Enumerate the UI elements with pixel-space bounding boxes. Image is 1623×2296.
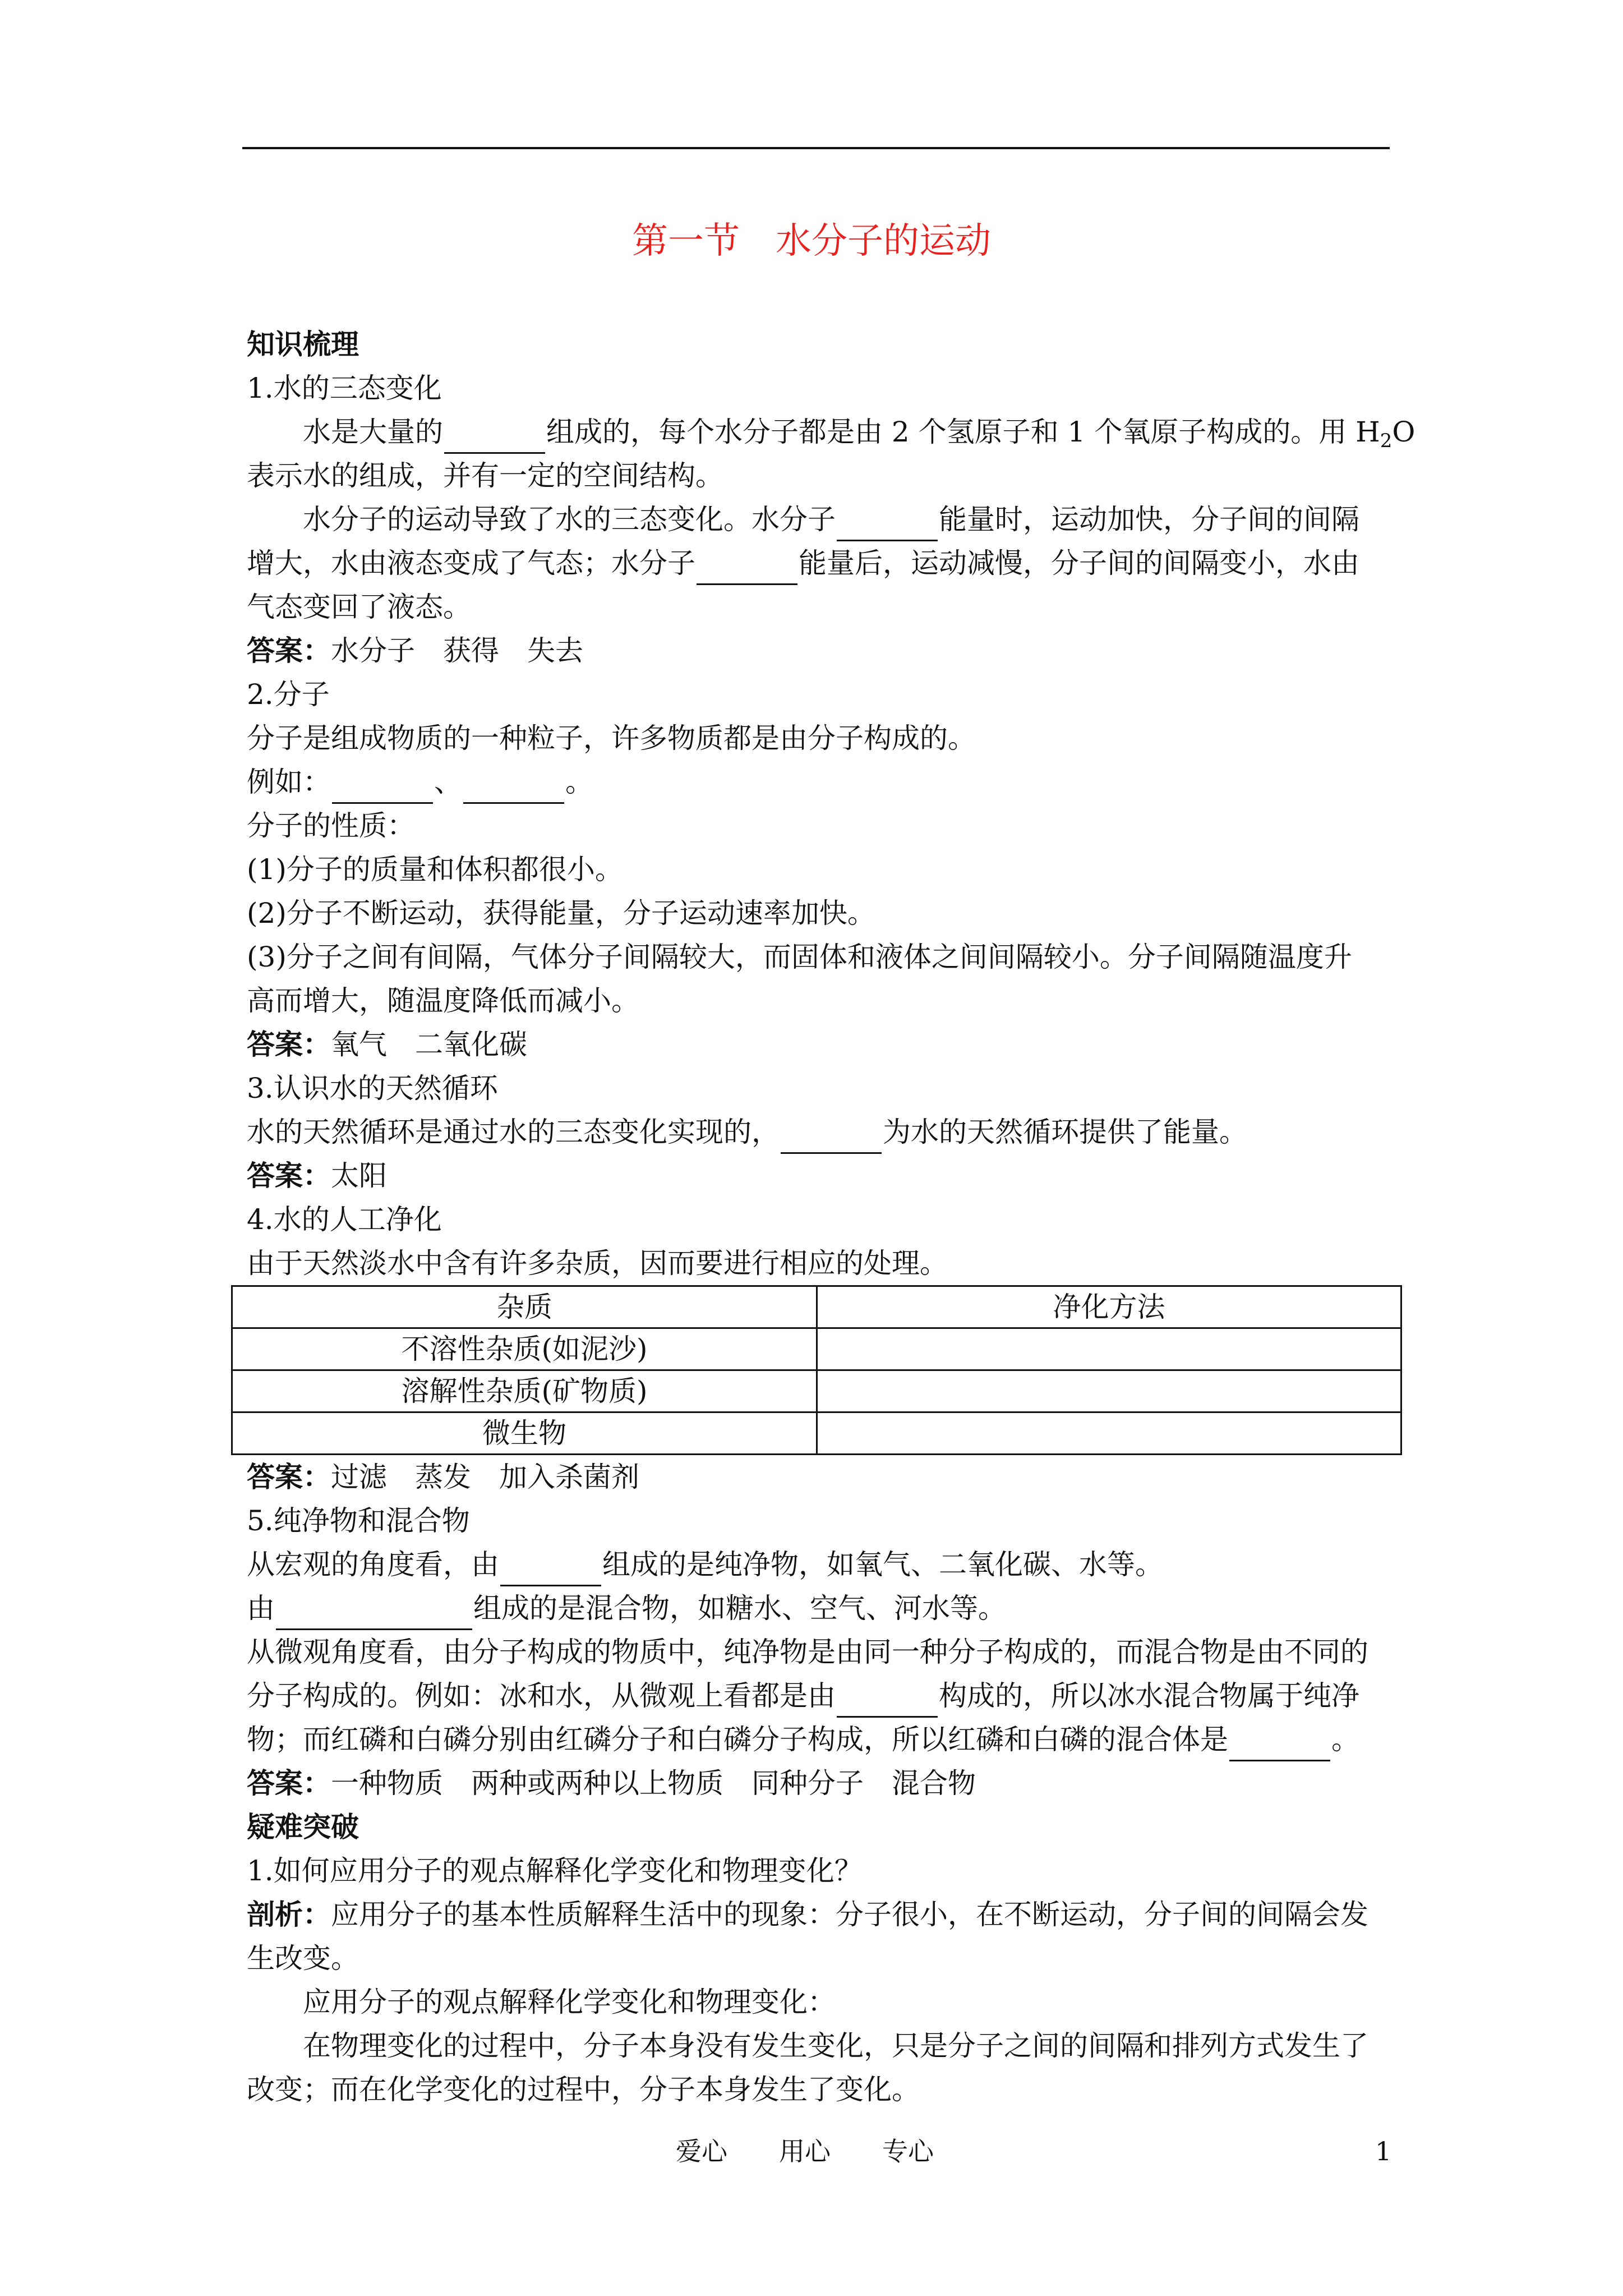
paragraph-line: 应用分子的观点解释化学变化和物理变化： [303,1986,836,2018]
fill-blank [781,1121,882,1154]
purification-table [231,1285,1402,1455]
fill-blank [697,552,797,585]
paragraph-line: 水分子的运动导致了水的三态变化。水分子 能量时，运动加快，分子间的间隔 [247,498,1391,541]
paragraph-line: 分子构成的。例如：冰和水，从微观上看都是由 构成的，所以冰水混合物属于纯净 [247,1674,1391,1718]
paragraph-line: 气态变回了液态。 [247,591,471,623]
table-cell [817,1412,1401,1455]
paragraph-line: 表示水的组成，并有一定的空间结构。 [247,459,723,492]
fill-blank [332,771,433,804]
paragraph-line: 从微观角度看，由分子构成的物质中，纯净物是由同一种分子构成的，而混合物是由不同的 [247,1636,1368,1668]
fill-blank [500,1553,601,1586]
fill-blank [837,1685,938,1718]
paragraph-line: 从宏观的角度看，由 组成的是纯净物，如氧气、二氧化碳、水等。 [247,1543,1391,1586]
table-header-row [232,1286,1401,1328]
section-heading: 知识梳理 [247,328,359,361]
answer-line: 答案：太阳 [247,1159,387,1192]
paragraph-line: 水是大量的 组成的，每个水分子都是由 2 个氢原子和 1 个氧原子构成的。用 $H_2O$ [247,410,1391,454]
paragraph-line: 改变；而在化学变化的过程中，分子本身发生了变化。 [247,2073,920,2106]
analysis-line: 剖析：应用分子的基本性质解释生活中的现象：分子很小，在不断运动，分子间的间隔会发 [247,1898,1368,1931]
table-row [232,1370,1401,1412]
table-header-cell: 杂质 [232,1286,817,1328]
paragraph-line: 增大，水由液态变成了气态；水分子 能量后，运动减慢，分子间的间隔变小，水由 [247,541,1391,585]
paragraph-line: 水的天然循环是通过水的三态变化实现的， 为水的天然循环提供了能量。 [247,1110,1391,1154]
table-row [232,1412,1401,1455]
paragraph-line: 在物理变化的过程中，分子本身没有发生变化，只是分子之间的间隔和排列方式发生了 [303,2030,1368,2062]
paragraph-line: (1)分子的质量和体积都很小。 [247,853,623,886]
table-row [232,1328,1401,1370]
paragraph-line: 高而增大，随温度降低而减小。 [247,984,639,1017]
table-cell: 微生物 [232,1412,817,1455]
subheading: 3.认识水的天然循环 [247,1072,498,1105]
paragraph-line: 例如： 、 。 [247,760,1391,804]
header-rule [242,147,1390,149]
table-header-cell: 净化方法 [817,1286,1401,1328]
answer-line: 答案：过滤 蒸发 加入杀菌剂 [247,1460,639,1493]
paragraph-line: 由于天然淡水中含有许多杂质，因而要进行相应的处理。 [247,1247,948,1280]
paragraph-line: 物；而红磷和白磷分别由红磷分子和白磷分子构成，所以红磷和白磷的混合体是 。 [247,1718,1391,1761]
table-cell [817,1328,1401,1370]
paragraph-line: 生改变。 [247,1942,359,1975]
answer-line: 答案：水分子 获得 失去 [247,634,583,667]
subheading: 1.水的三态变化 [247,372,442,404]
fill-blank [444,421,545,454]
fill-blank [276,1597,472,1630]
table-cell: 不溶性杂质(如泥沙) [232,1328,817,1370]
answer-line: 答案：一种物质 两种或两种以上物质 同种分子 混合物 [247,1766,976,1800]
footer-motto: 爱心 用心 专心 [676,2136,934,2166]
page-number: 1 [1375,2136,1392,2166]
table-cell: 溶解性杂质(矿物质) [232,1370,817,1412]
paragraph-line: 分子的性质： [247,809,415,842]
fill-blank [837,508,938,541]
answer-line: 答案：氧气 二氧化碳 [247,1028,527,1061]
page-title: 第一节 水分子的运动 [632,220,991,262]
section-heading: 疑难突破 [247,1810,359,1843]
subheading: 2.分子 [247,678,330,711]
document-body [247,323,1415,2111]
fill-blank [463,771,564,804]
paragraph-line: 分子是组成物质的一种粒子，许多物质都是由分子构成的。 [247,722,976,754]
subheading: 4.水的人工净化 [247,1203,442,1236]
paragraph-line: (2)分子不断运动，获得能量，分子运动速率加快。 [247,897,875,930]
table-cell [817,1370,1401,1412]
question-line: 1.如何应用分子的观点解释化学变化和物理变化？ [247,1855,863,1887]
paragraph-line: 由 组成的是混合物，如糖水、空气、河水等。 [247,1586,1391,1630]
fill-blank [1229,1728,1330,1761]
subheading: 5.纯净物和混合物 [247,1504,470,1537]
paragraph-line: (3)分子之间有间隔，气体分子间隔较大，而固体和液体之间间隔较小。分子间隔随温度升 [247,941,1352,973]
